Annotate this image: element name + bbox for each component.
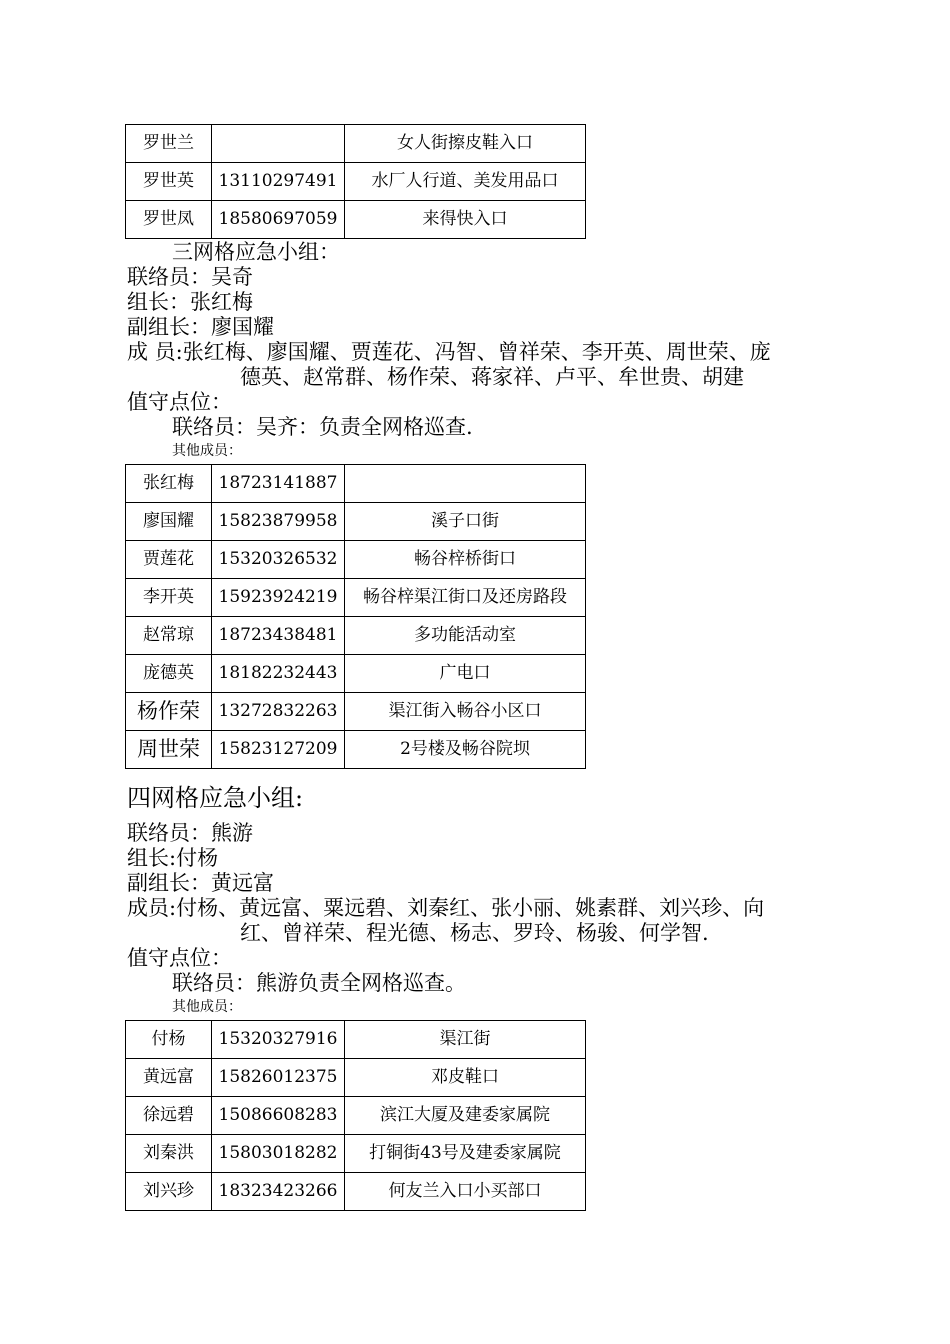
name-cell: 廖国耀 [126,503,212,541]
group4-members: 成员:付杨、黄远富、粟远碧、刘秦红、张小丽、姚素群、刘兴珍、向 [127,896,765,920]
table-row [126,731,586,769]
table-row [126,541,586,579]
group4-title: 四网格应急小组: [127,784,304,812]
phone-cell: 15923924219 [212,579,345,617]
location-cell: 水厂人行道、美发用品口 [345,163,586,201]
name-cell: 徐远碧 [126,1097,212,1135]
phone-cell: 15823879958 [212,503,345,541]
phone-cell: 15823127209 [212,731,345,769]
contact-table-3 [125,1020,586,1211]
name-cell: 罗世凤 [126,201,212,239]
location-cell: 2号楼及畅谷院坝 [345,731,586,769]
group4-leader: 组长:付杨 [127,846,219,870]
table-row [126,125,586,163]
name-cell: 罗世英 [126,163,212,201]
table-row [126,163,586,201]
location-cell: 畅谷梓渠江街口及还房路段 [345,579,586,617]
phone-cell: 15320326532 [212,541,345,579]
name-cell: 杨作荣 [126,693,212,731]
group3-deputy: 副组长：廖国耀 [127,315,274,339]
location-cell [345,465,586,503]
name-cell: 付杨 [126,1021,212,1059]
name-cell: 刘兴珍 [126,1173,212,1211]
table-row [126,1097,586,1135]
phone-cell: 15803018282 [212,1135,345,1173]
location-cell: 滨江大厦及建委家属院 [345,1097,586,1135]
name-cell: 黄远富 [126,1059,212,1097]
table-row [126,1021,586,1059]
group3-others-label: 其他成员： [172,443,242,459]
group3-duty-title: 值守点位： [127,390,232,414]
name-cell: 李开英 [126,579,212,617]
contact-table-2 [125,464,586,769]
phone-cell: 18723141887 [212,465,345,503]
name-cell: 赵常琼 [126,617,212,655]
phone-cell: 18182232443 [212,655,345,693]
table-row [126,465,586,503]
group4-duty-title: 值守点位： [127,946,232,970]
group4-deputy: 副组长：黄远富 [127,871,274,895]
group4-liaison: 联络员：熊游 [127,821,253,845]
phone-cell: 15320327916 [212,1021,345,1059]
group3-title: 三网格应急小组： [172,240,340,264]
location-cell: 渠江街 [345,1021,586,1059]
name-cell: 庞德英 [126,655,212,693]
table-row [126,693,586,731]
group3-members: 成 员:张红梅、廖国耀、贾莲花、冯智、曾祥荣、李开英、周世荣、庞 [127,340,771,364]
group3-leader: 组长：张红梅 [127,290,253,314]
name-cell: 张红梅 [126,465,212,503]
location-cell: 邓皮鞋口 [345,1059,586,1097]
location-cell: 何友兰入口小买部口 [345,1173,586,1211]
group3-duty-text: 联络员：吴齐：负责全网格巡查. [172,415,473,439]
name-cell: 周世荣 [126,731,212,769]
name-cell: 罗世兰 [126,125,212,163]
table-row [126,655,586,693]
contact-table-1 [125,124,586,239]
phone-cell: 13272832263 [212,693,345,731]
location-cell: 渠江街入畅谷小区口 [345,693,586,731]
phone-cell [212,125,345,163]
location-cell: 女人街擦皮鞋入口 [345,125,586,163]
table-row [126,579,586,617]
phone-cell: 18723438481 [212,617,345,655]
table-row [126,1135,586,1173]
phone-cell: 18580697059 [212,201,345,239]
location-cell: 畅谷梓桥街口 [345,541,586,579]
phone-cell: 15086608283 [212,1097,345,1135]
phone-cell: 13110297491 [212,163,345,201]
table-row [126,1173,586,1211]
table-row [126,617,586,655]
group3-liaison: 联络员：吴奇 [127,265,253,289]
phone-cell: 18323423266 [212,1173,345,1211]
location-cell: 溪子口街 [345,503,586,541]
group4-members-cont: 红、曾祥荣、程光德、杨志、罗玲、杨骏、何学智. [240,921,709,945]
group4-duty-text: 联络员：熊游负责全网格巡查。 [172,971,466,995]
group3-members-cont: 德英、赵常群、杨作荣、蒋家祥、卢平、牟世贵、胡建 [240,365,744,389]
phone-cell: 15826012375 [212,1059,345,1097]
location-cell: 来得快入口 [345,201,586,239]
name-cell: 刘秦洪 [126,1135,212,1173]
table-row [126,1059,586,1097]
location-cell: 多功能活动室 [345,617,586,655]
location-cell: 打铜街43号及建委家属院 [345,1135,586,1173]
table-row [126,503,586,541]
group4-others-label: 其他成员： [172,999,242,1015]
name-cell: 贾莲花 [126,541,212,579]
location-cell: 广电口 [345,655,586,693]
table-row [126,201,586,239]
